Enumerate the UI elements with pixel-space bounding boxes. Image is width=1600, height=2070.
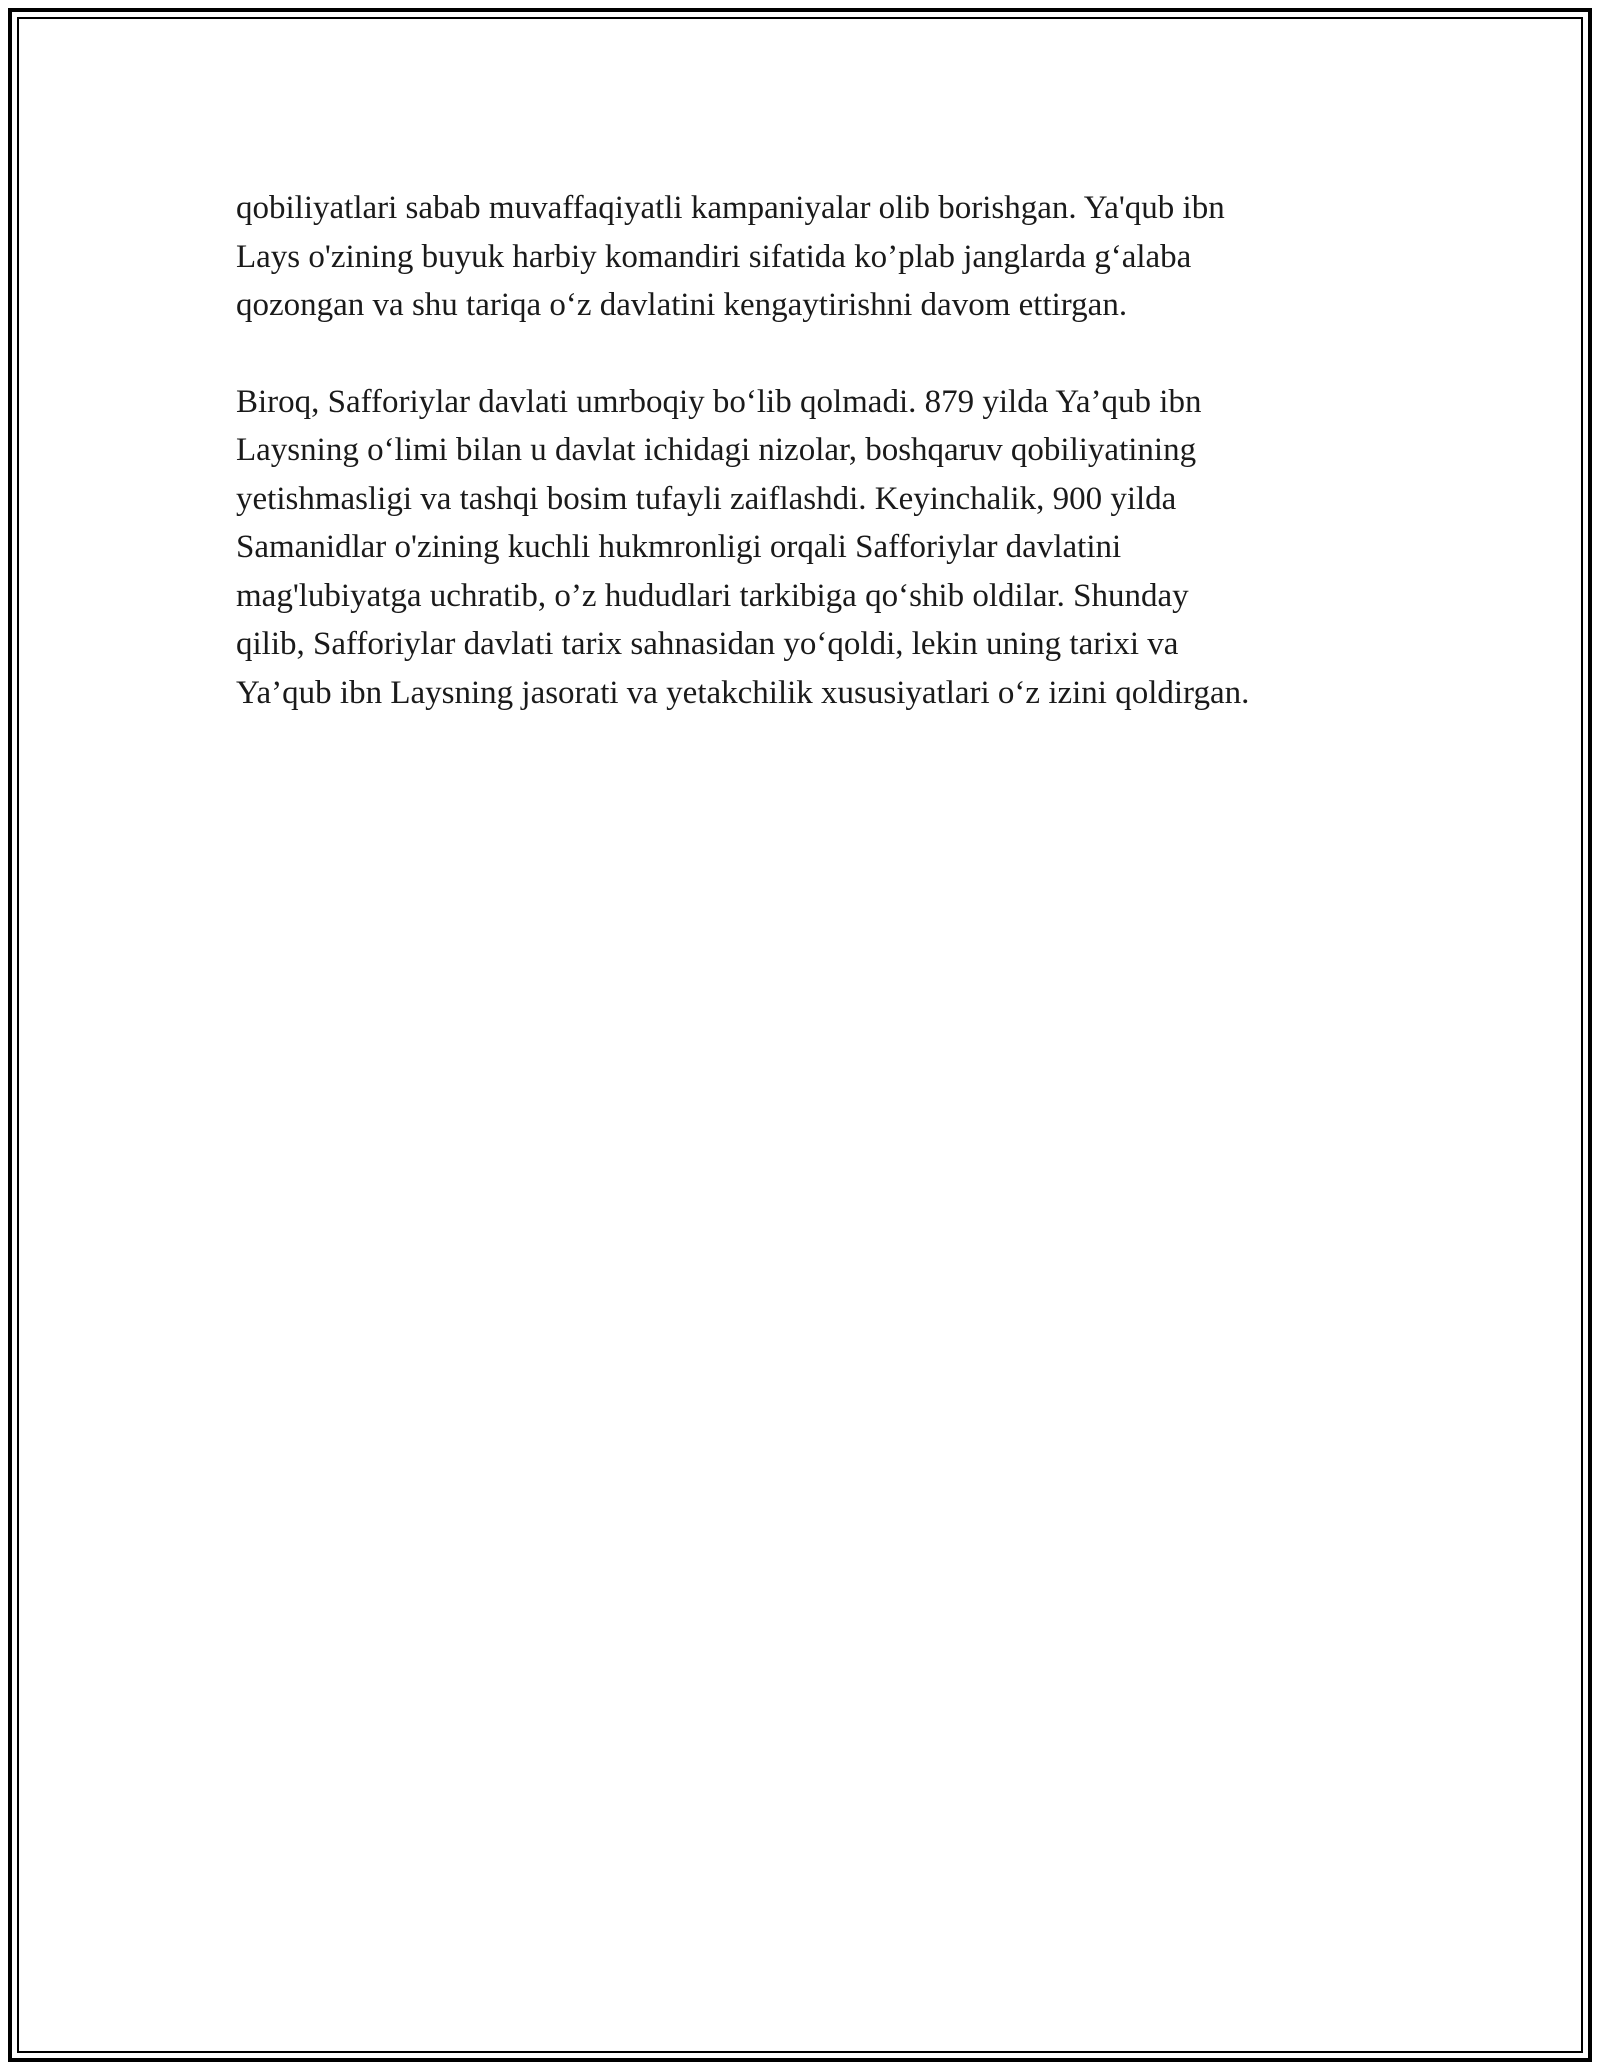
text-line: Biroq, Safforiylar davlati umrboqiy bo‘lib qolmadi. 879 yilda Ya’qub ibn: [236, 383, 1202, 420]
text-line: Ya’qub ibn Laysning jasorati va yetakchilik xususiyatlari o‘z izini qoldirgan.: [236, 674, 1250, 711]
paragraph-1: [236, 184, 1376, 330]
text-line: Samanidlar o'zining kuchli hukmronligi orqali Safforiylar davlatini: [236, 529, 1122, 565]
text-line: qilib, Safforiylar davlati tarix sahnasidan yo‘qoldi, lekin uning tarixi va: [236, 626, 1179, 662]
paragraph-2: [236, 378, 1376, 718]
text-line: Lays o'zining buyuk harbiy komandiri sifatida ko’plab janglarda g‘alaba: [236, 238, 1192, 275]
text-line: qozongan va shu tariqa o‘z davlatini kengaytirishni davom ettirgan.: [236, 287, 1128, 323]
document-body: [236, 184, 1376, 765]
text-line: Laysning o‘limi bilan u davlat ichidagi nizolar, boshqaruv qobiliyatining: [236, 432, 1197, 468]
text-line: qobiliyatlari sabab muvaffaqiyatli kampaniyalar olib borishgan. Ya'qub ibn: [236, 190, 1225, 226]
text-line: mag'lubiyatga uchratib, o’z hududlari tarkibiga qo‘shib oldilar. Shunday: [236, 577, 1189, 614]
text-line: yetishmasligi va tashqi bosim tufayli zaiflashdi. Keyinchalik, 900 yilda: [236, 480, 1177, 517]
